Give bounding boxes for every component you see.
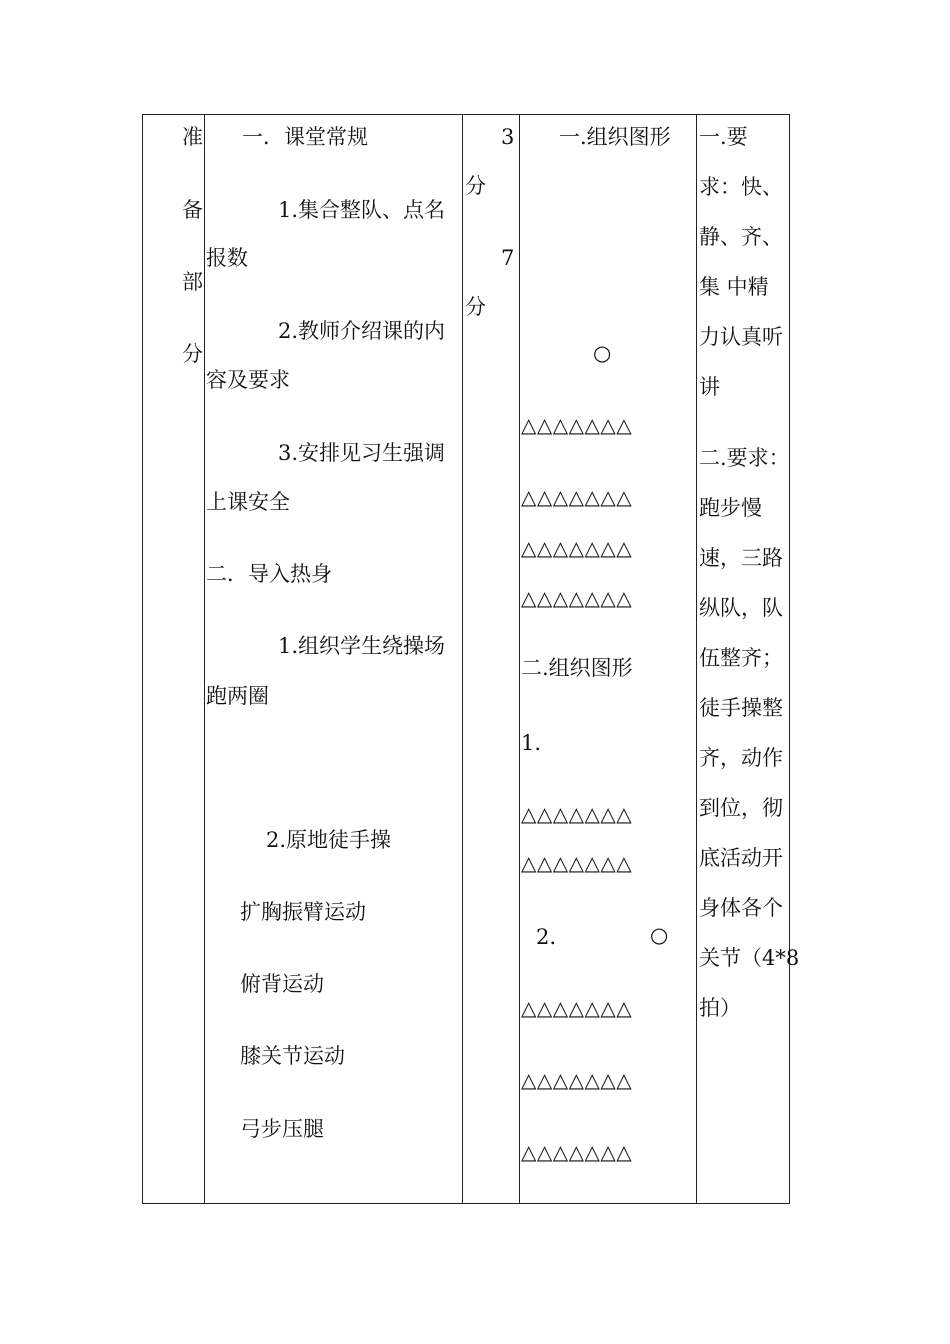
content-line: 容及要求 — [206, 368, 290, 392]
student-row: △△△△△△△ — [521, 996, 633, 1020]
content-line: 2.原地徒手操 — [266, 828, 392, 852]
content-heading: 二．导入热身 — [206, 562, 332, 586]
content-line: 报数 — [206, 246, 248, 270]
org-label: 2. — [536, 925, 557, 949]
content-line: 上课安全 — [206, 490, 290, 514]
time-value: 3 — [501, 125, 515, 149]
content-line: 3.安排见习生强调 — [278, 441, 446, 465]
column-divider — [462, 114, 463, 1204]
requirement-line: 齐，动作 — [699, 746, 783, 770]
requirement-line: 纵队，队 — [699, 596, 783, 620]
requirement-line: 二.要求： — [699, 446, 790, 470]
requirement-line: 力认真听 — [699, 325, 783, 349]
time-value: 7 — [501, 246, 515, 270]
student-row: △△△△△△△ — [521, 851, 633, 875]
requirement-line: 身体各个 — [699, 896, 783, 920]
student-row: △△△△△△△ — [521, 1068, 633, 1092]
student-row: △△△△△△△ — [521, 802, 633, 826]
requirement-line: 到位，彻 — [699, 796, 783, 820]
table-frame — [142, 114, 790, 1204]
org-heading: 一.组织图形 — [559, 125, 671, 149]
teacher-marker: ○ — [650, 923, 669, 947]
requirement-line: 求：快、 — [699, 175, 783, 199]
org-label: 1. — [521, 731, 542, 755]
requirement-line: 速，三路 — [699, 546, 783, 570]
time-unit: 分 — [465, 295, 486, 319]
requirement-line: 关节（4*8 — [699, 946, 800, 970]
content-heading: 一．课堂常规 — [242, 125, 368, 149]
column-divider — [696, 114, 697, 1204]
column-divider — [204, 114, 205, 1204]
requirement-line: 集 中精 — [699, 275, 769, 299]
requirement-line: 底活动开 — [699, 846, 783, 870]
content-line: 1.组织学生绕操场 — [278, 634, 446, 658]
section-char: 部 — [182, 270, 203, 294]
student-row: △△△△△△△ — [521, 1140, 633, 1164]
content-line: 跑两圈 — [206, 684, 269, 708]
student-row: △△△△△△△ — [521, 536, 633, 560]
requirement-line: 一.要 — [699, 125, 748, 149]
section-char: 备 — [182, 198, 203, 222]
requirement-line: 静、齐、 — [699, 225, 783, 249]
org-heading: 二.组织图形 — [521, 656, 633, 680]
requirement-line: 拍） — [699, 996, 741, 1020]
exercise-item: 扩胸振臂运动 — [240, 900, 366, 924]
student-row: △△△△△△△ — [521, 485, 633, 509]
content-line: 1.集合整队、点名 — [278, 198, 446, 222]
exercise-item: 俯背运动 — [240, 972, 324, 996]
section-char: 准 — [182, 125, 203, 149]
content-line: 2.教师介绍课的内 — [278, 319, 446, 343]
student-row: △△△△△△△ — [521, 413, 633, 437]
column-divider — [519, 114, 520, 1204]
student-row: △△△△△△△ — [521, 586, 633, 610]
section-char: 分 — [182, 342, 203, 366]
requirement-line: 徒手操整 — [699, 696, 783, 720]
requirement-line: 讲 — [699, 375, 720, 399]
requirement-line: 跑步慢 — [699, 496, 762, 520]
exercise-item: 膝关节运动 — [240, 1044, 345, 1068]
teacher-marker: ○ — [593, 341, 612, 365]
exercise-item: 弓步压腿 — [240, 1117, 324, 1141]
requirement-line: 伍整齐； — [699, 646, 783, 670]
time-unit: 分 — [465, 174, 486, 198]
